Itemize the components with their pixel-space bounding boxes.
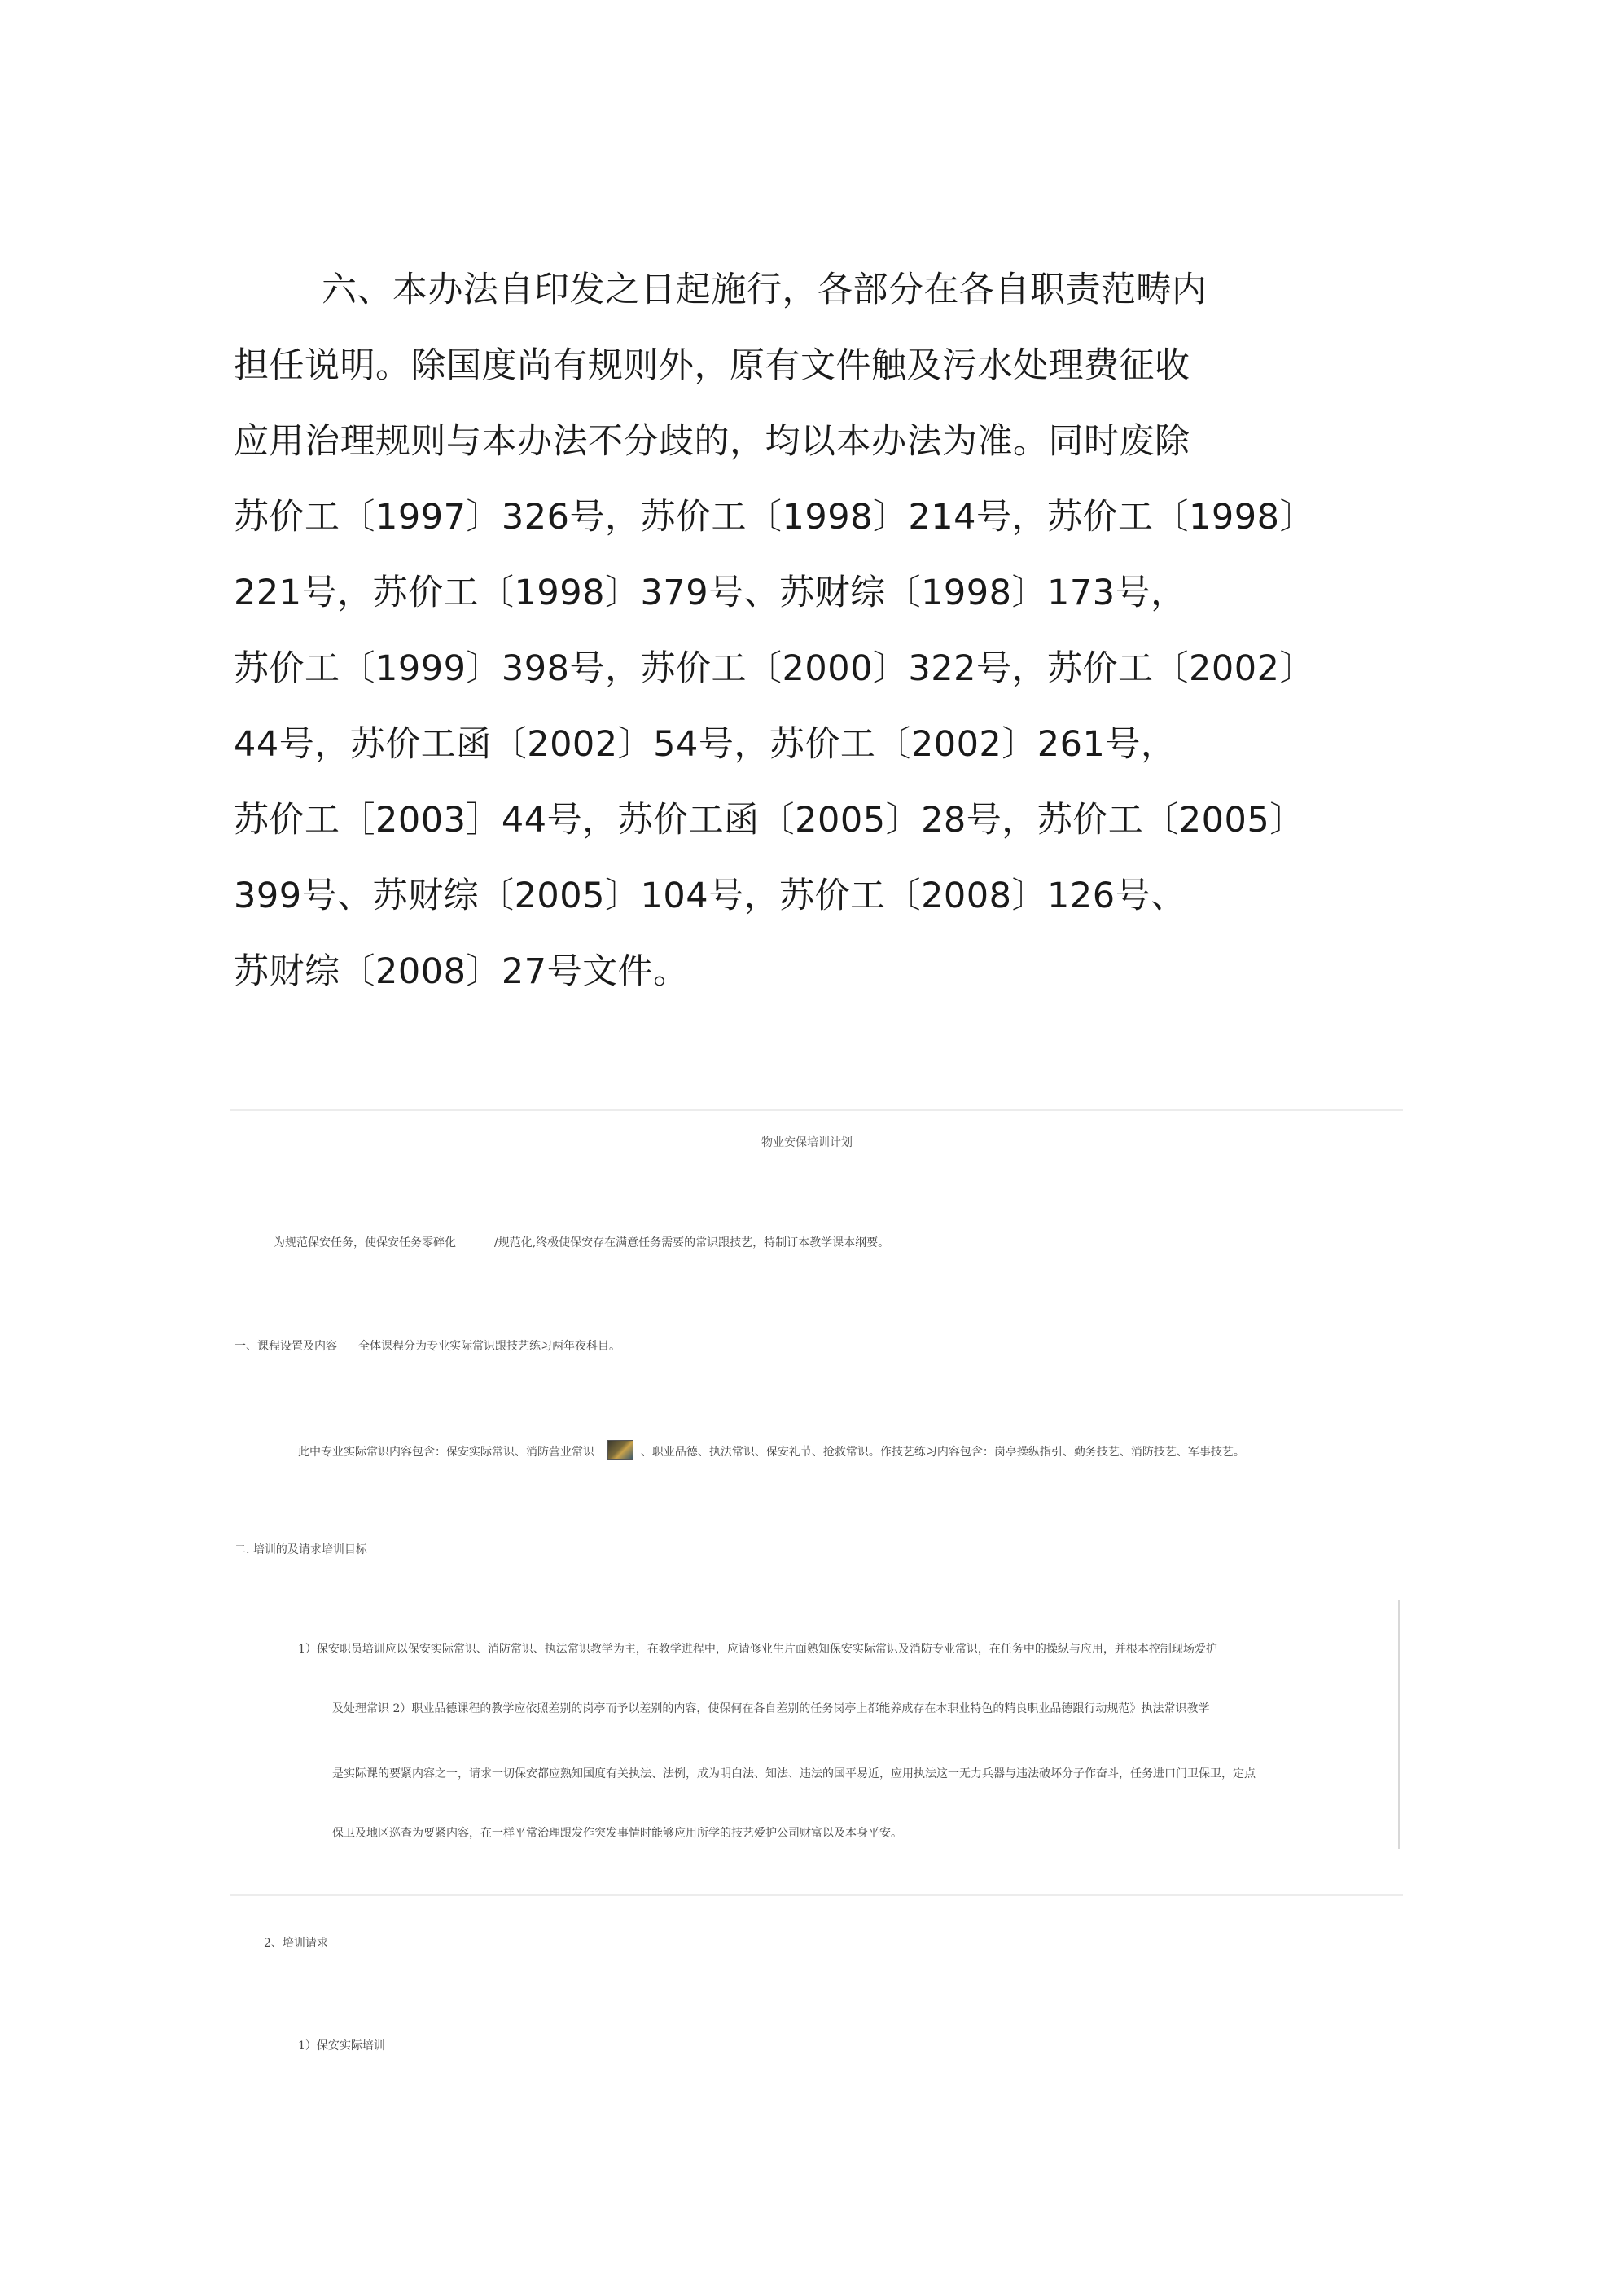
content-text-a: 此中专业实际常识内容包含：保安实际常识、消防营业常识 — [298, 1446, 594, 1459]
main-text-line: 苏价工〔1999〕398号，苏价工〔2000〕322号，苏价工〔2002〕 — [234, 648, 1315, 689]
course-heading: 一、课程设置及内容 — [235, 1340, 337, 1353]
main-text-line: 苏价工［2003］44号，苏价工函〔2005〕28号，苏价工〔2005〕 — [234, 800, 1305, 841]
goal-line: 保卫及地区巡查为要紧内容，在一样平常治理跟发作突发事情时能够应用所学的技艺爱护公司财富以及本身平安。 — [332, 1827, 902, 1840]
goal-line: 及处理常识 2）职业品德课程的教学应依照差别的岗亭而予以差别的内容，使保何在各自差别的任务岗亭上都能养成存在本职业特色的精良职业品德跟行动规范》执法常识教学 — [332, 1702, 1210, 1715]
divider-bottom — [230, 1894, 1403, 1896]
main-text-line: 担任说明。除国度尚有规则外，原有文件触及污水处理费征收 — [234, 345, 1190, 386]
main-text-line: 399号、苏财综〔2005〕104号，苏价工〔2008〕126号、 — [234, 876, 1186, 916]
goal-line: 1）保安职员培训应以保安实际常识、消防常识、执法常识教学为主，在教学进程中，应请修业生片面熟知保安实际常识及消防专业常识，在任务中的操纵与应用，并根本控制现场爱护 — [298, 1643, 1217, 1656]
main-text-line: 苏价工〔1997〕326号，苏价工〔1998〕214号，苏价工〔1998〕 — [234, 497, 1315, 538]
training-subheading: 1）保安实际培训 — [298, 2039, 385, 2052]
thumbnail-image-icon — [607, 1440, 633, 1460]
intro-text-a: 为规范保安任务，使保安任务零碎化 — [274, 1236, 456, 1249]
goal-heading: 二. 培训的及请求培训目标 — [235, 1543, 367, 1556]
training-requirement-heading: 2、培训请求 — [264, 1937, 328, 1950]
section-title: 物业安保培训计划 — [761, 1136, 853, 1149]
main-text-line: 苏财综〔2008〕27号文件。 — [234, 951, 689, 992]
content-text-b: 、职业品德、执法常识、保安礼节、抢救常识。作技艺练习内容包含：岗亭操纵指引、勤务技艺、消防技艺、军事技艺。 — [640, 1446, 1245, 1459]
course-text: 全体课程分为专业实际常识跟技艺练习两年夜科目。 — [358, 1340, 620, 1353]
main-text-line: 六、本办法自印发之日起施行，各部分在各自职责范畴内 — [322, 270, 1208, 310]
goal-line: 是实际课的要紧内容之一，请求一切保安都应熟知国度有关执法、法例，成为明白法、知法、违法的国平易近，应用执法这一无力兵器与违法破坏分子作奋斗，任务进口门卫保卫，定点 — [332, 1767, 1256, 1780]
divider-vertical — [1398, 1600, 1400, 1849]
main-text-line: 应用治理规则与本办法不分歧的，均以本办法为准。同时废除 — [234, 421, 1190, 462]
main-text-line: 221号，苏价工〔1998〕379号、苏财综〔1998〕173号， — [234, 573, 1186, 613]
divider-top — [230, 1109, 1403, 1111]
main-text-block — [234, 252, 1390, 1010]
content-text — [298, 1440, 1245, 1460]
intro-text-b: /规范化,终极使保安存在满意任务需要的常识跟技艺，特制订本教学课本纲要。 — [494, 1236, 890, 1249]
main-text-line: 44号，苏价工函〔2002〕54号，苏价工〔2002〕261号， — [234, 724, 1177, 765]
